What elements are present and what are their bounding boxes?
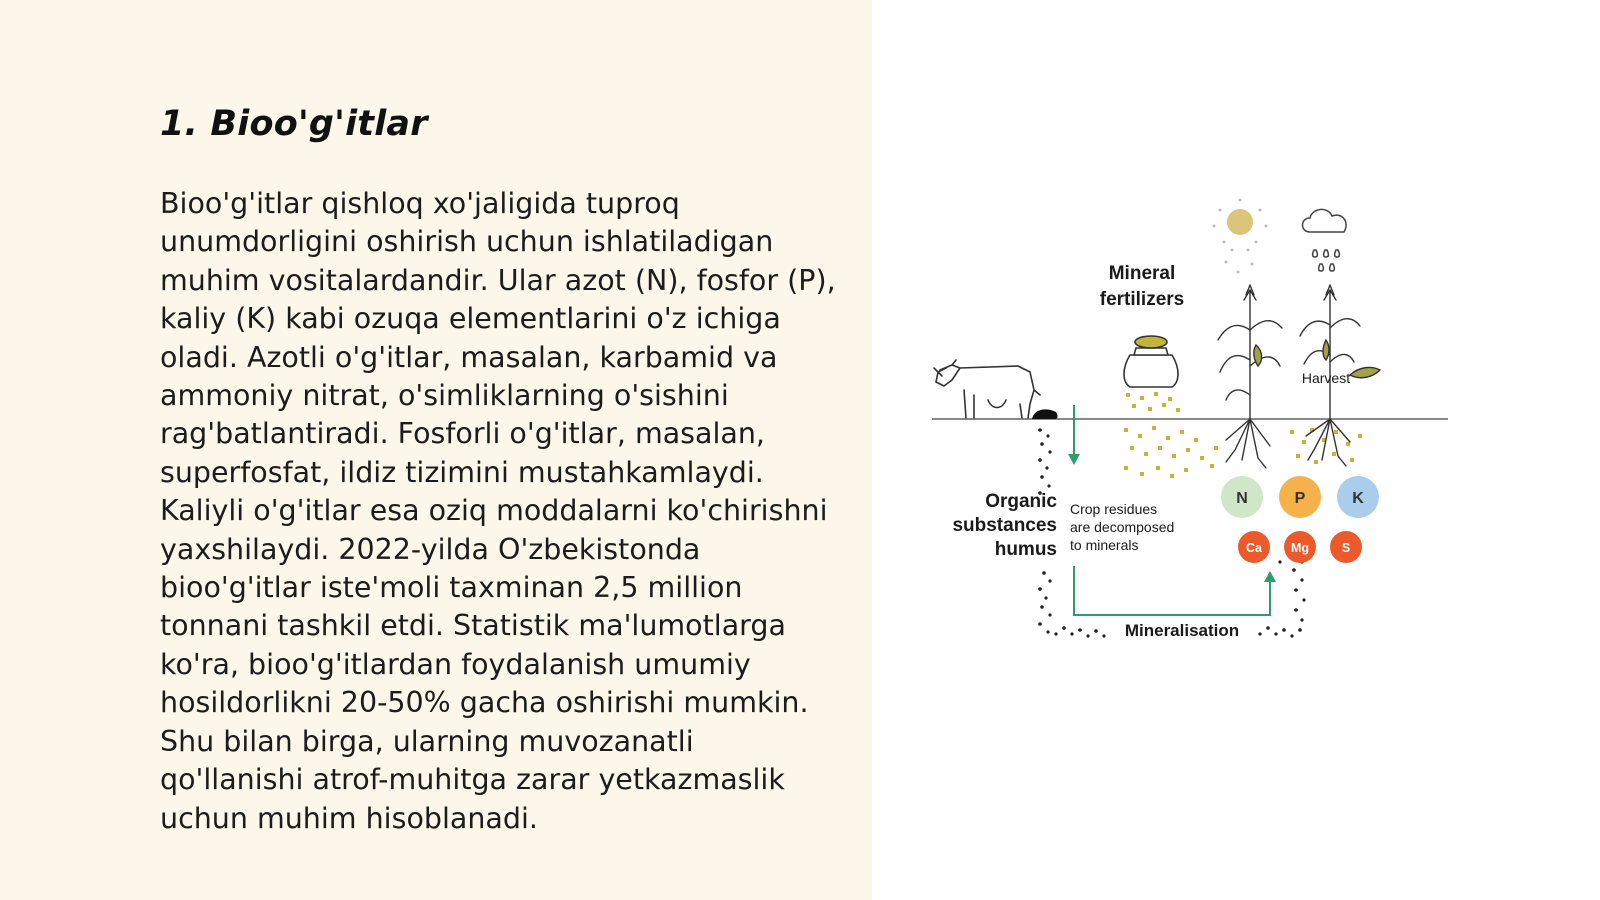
label-mineral-fertilizers-1: Mineral <box>1108 263 1176 284</box>
nutrient-k <box>1337 476 1379 518</box>
cow-icon <box>934 360 1040 418</box>
svg-text:P: P <box>1294 490 1306 507</box>
mineralisation-arrow <box>1074 566 1276 615</box>
crop-plant-icon <box>1218 285 1282 468</box>
nutrient-cycle-diagram <box>930 190 1450 650</box>
nutrient-ca <box>1238 531 1270 563</box>
svg-text:K: K <box>1352 490 1364 507</box>
svg-text:Mg: Mg <box>1290 541 1310 555</box>
rain-cloud-icon <box>1303 209 1347 271</box>
label-mineralisation: Mineralisation <box>1124 621 1240 640</box>
slide-body-text: Bioo'g'itlar qishloq xo'jaligida tuproq unumdorligini oshirish uchun ishlatiladigan muhim vositalardandir. Ular azot (N), fosfor (P), kaliy (K) kabi ozuqa elementlarini o'z ichiga oladi. Azotli o'g'itlar, masalan, karbamid va ammoniy nitrat, o'simliklarning o'sishini rag'batlantiradi. Fosforli o'g'itlar, masalan, superfosfat, ildiz tizimini mustahkamlaydi. Kaliyli o'g'itlar esa oziq moddalarni ko'chirishni yaxshilaydi. 2022-yilda O'zbekistonda bioo'g'itlar iste'moli taxminan 2,5 million tonnani tashkil etdi. Statistik ma'lumotlarga ko'ra, bioo'g'itlardan foydalanish umumiy hosildorlikni 20-50% gacha oshirishi mumkin. Shu bilan birga, ularning muvozanatli qo'llanishi atrof-muhitga zarar yetkazmaslik uchun muhim hisoblanadi. <box>160 187 836 835</box>
label-crop-residues-1: Crop residues <box>1070 501 1158 517</box>
label-crop-residues-3: to minerals <box>1070 537 1139 553</box>
svg-text:N: N <box>1236 490 1248 507</box>
label-mineral-fertilizers-2: fertilizers <box>1099 289 1185 310</box>
fertilizer-sack-icon <box>1124 336 1178 387</box>
manure-pile <box>1032 409 1058 419</box>
nutrient-mg <box>1284 531 1316 563</box>
nutrient-s <box>1330 531 1362 563</box>
nutrient-p <box>1279 476 1321 518</box>
label-harvest: Harvest <box>1301 370 1351 386</box>
nutrient-n <box>1221 476 1263 518</box>
label-organic-1: Organic <box>985 491 1057 512</box>
label-organic-2: substances <box>952 515 1057 536</box>
sun-icon <box>1213 199 1268 274</box>
label-organic-3: humus <box>994 539 1057 560</box>
svg-text:Ca: Ca <box>1246 541 1262 555</box>
slide-title: 1. Bioo'g'itlar <box>160 104 428 144</box>
label-crop-residues-2: are decomposed <box>1070 519 1175 535</box>
svg-text:S: S <box>1341 541 1351 555</box>
leaching-arrow <box>1068 405 1080 465</box>
